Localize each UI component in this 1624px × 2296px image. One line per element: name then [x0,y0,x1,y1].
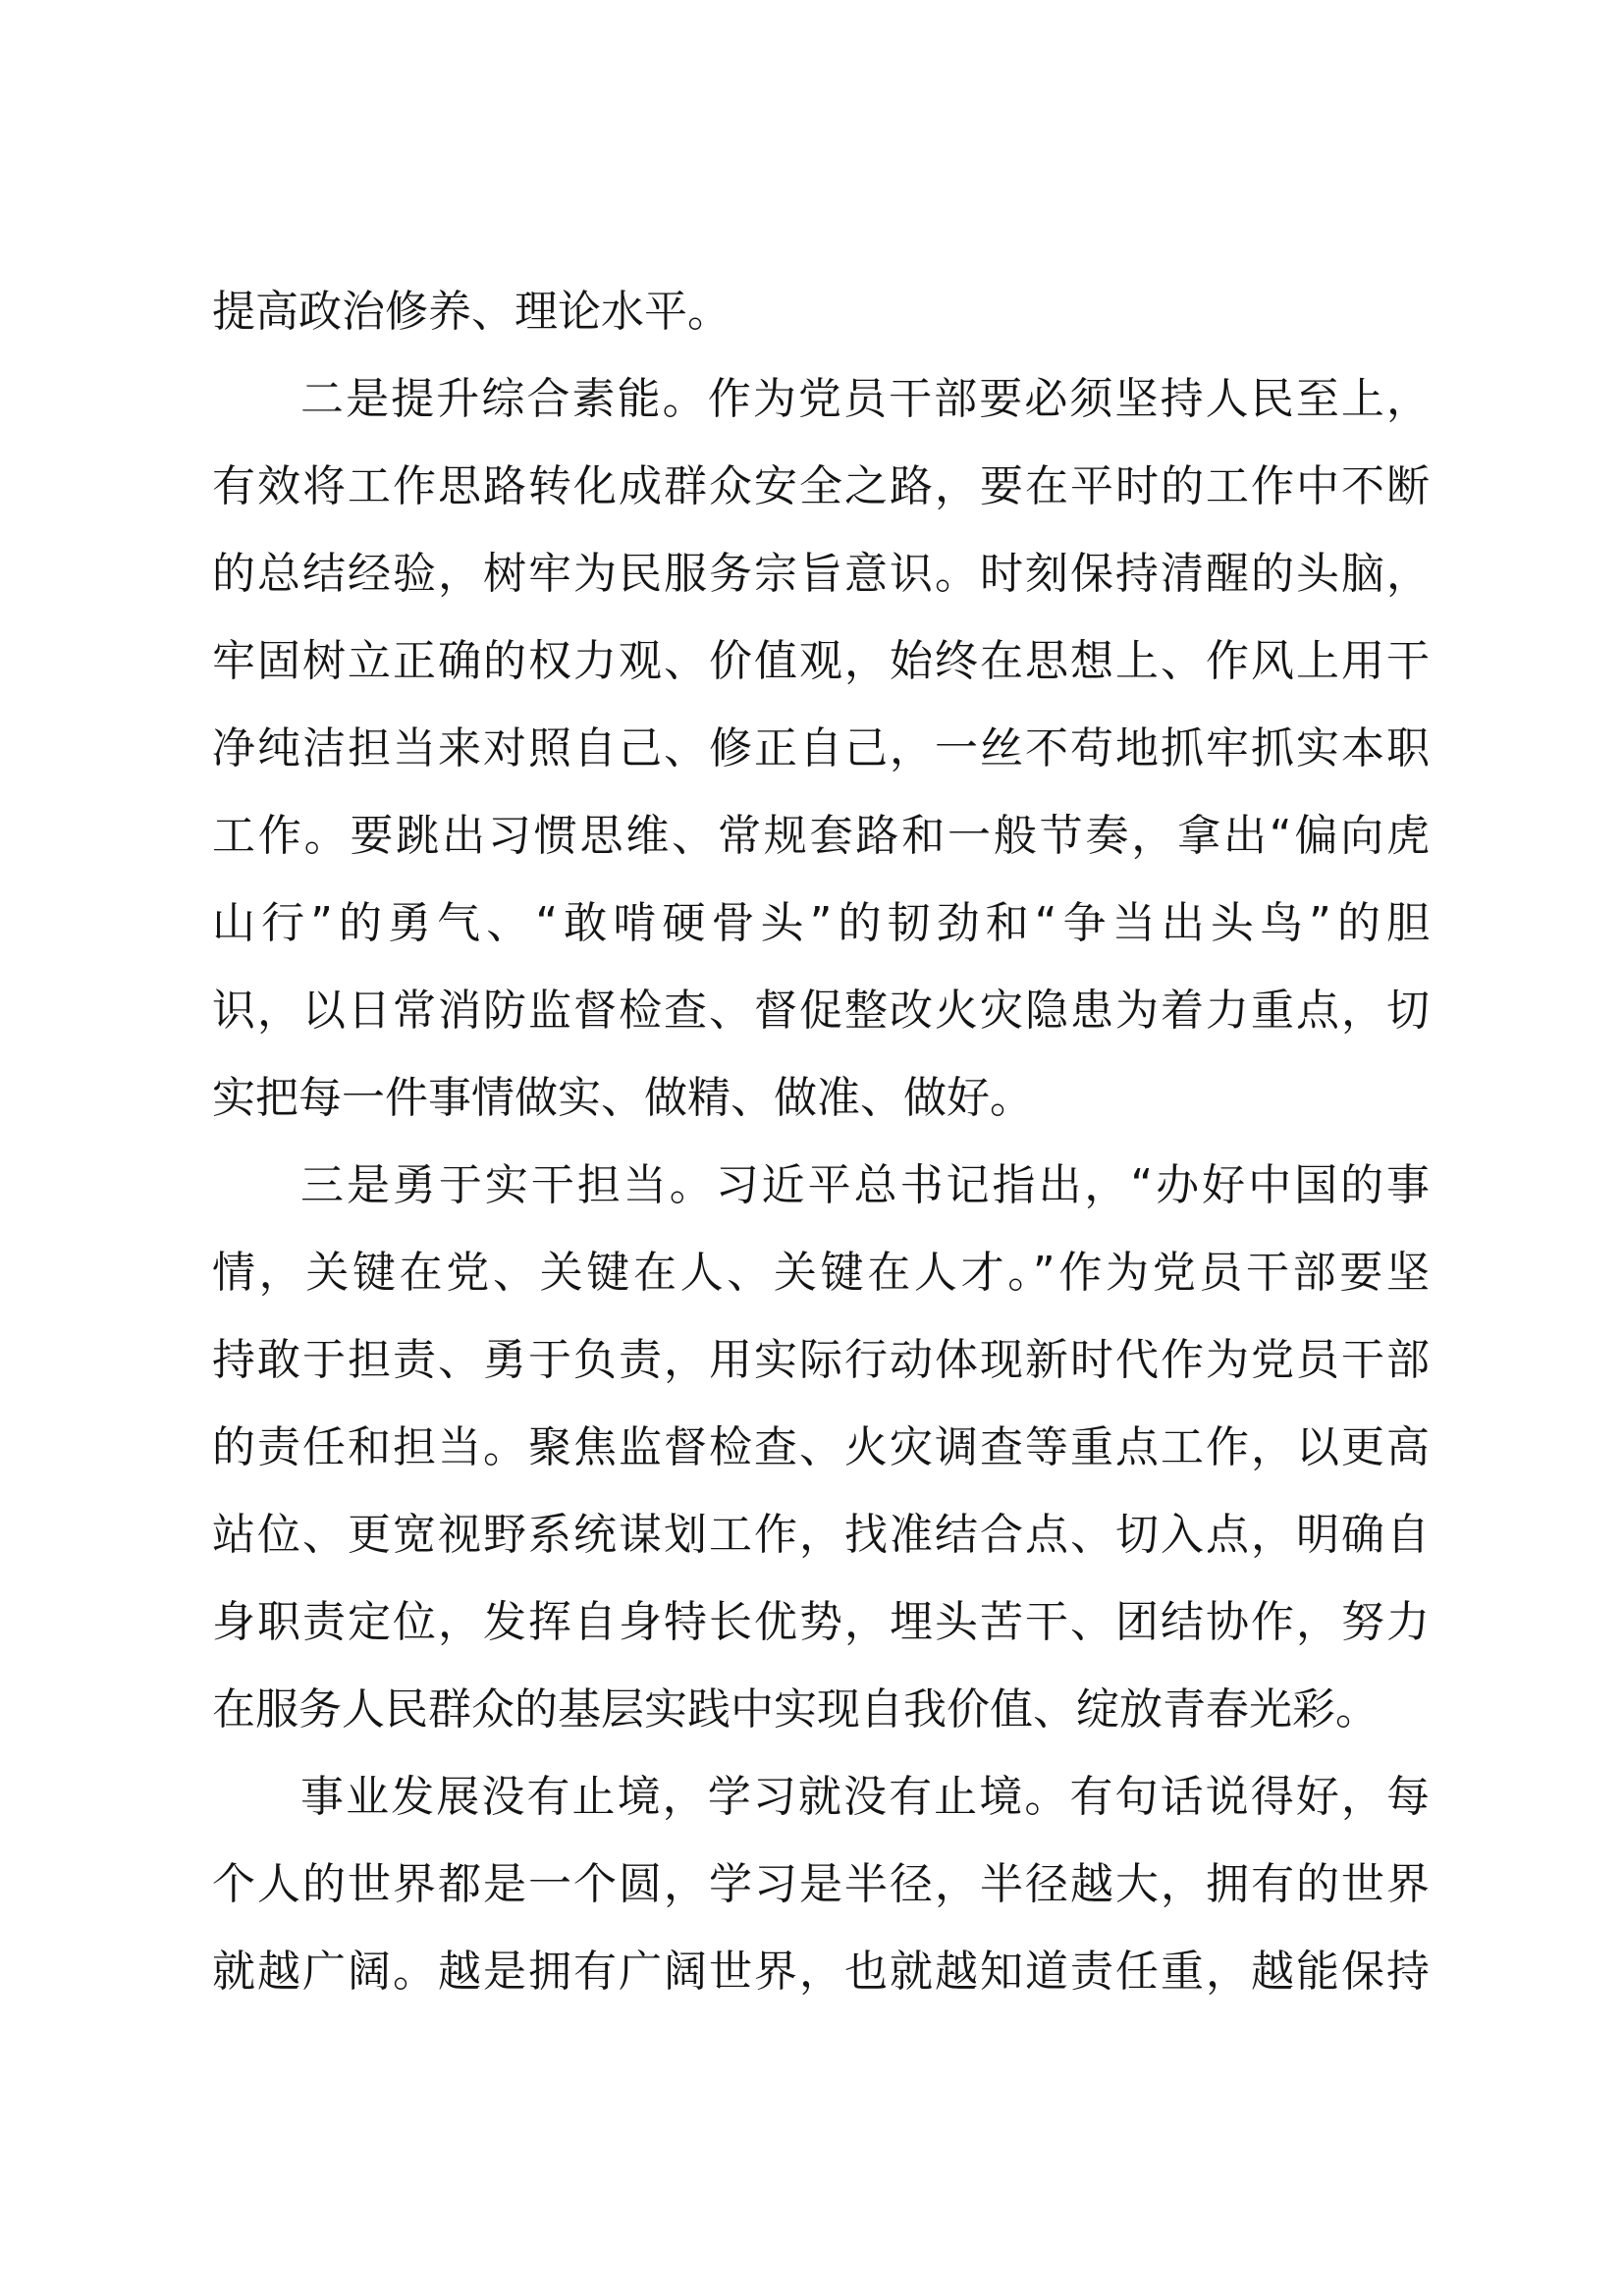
text-line: 实把每一件事情做实、做精、做准、做好。 [212,1073,1033,1123]
paragraph-continuation [212,268,1430,355]
text-line: 牢固树立正确的权力观、价值观，始终在思想上、作风上用干 [212,636,1430,686]
text-line: 情，关键在党、关键在人、关键在人才。”作为党员干部要坚 [212,1248,1430,1298]
text-line: 事业发展没有止境，学习就没有止境。有句话说得好，每 [300,1772,1430,1822]
text-line: 提高政治修养、理论水平。 [212,287,731,337]
text-line: 净纯洁担当来对照自己、修正自己，一丝不苟地抓牢抓实本职 [212,723,1430,774]
text-line: 二是提升综合素能。作为党员干部要必须坚持人民至上， [300,374,1430,424]
text-line: 就越广阔。越是拥有广阔世界，也就越知道责任重，越能保持 [212,1947,1430,1997]
paragraph-point-three [212,1142,1430,1753]
text-line: 山行”的勇气、“敢啃硬骨头”的韧劲和“争当出头鸟”的胆 [212,898,1430,948]
text-line: 个人的世界都是一个圆，学习是半径，半径越大，拥有的世界 [212,1859,1430,1909]
text-line: 三是勇于实干担当。习近平总书记指出，“办好中国的事 [300,1160,1430,1210]
text-line: 持敢于担责、勇于负责，用实际行动体现新时代作为党员干部 [212,1335,1430,1385]
paragraph-point-two [212,355,1430,1142]
text-line: 的总结经验，树牢为民服务宗旨意识。时刻保持清醒的头脑， [212,549,1430,599]
text-line: 的责任和担当。聚焦监督检查、火灾调查等重点工作，以更高 [212,1422,1430,1472]
text-line: 工作。要跳出习惯思维、常规套路和一般节奏，拿出“偏向虎 [212,811,1430,861]
text-line: 在服务人民群众的基层实践中实现自我价值、绽放青春光彩。 [212,1684,1379,1735]
text-line: 身职责定位，发挥自身特长优势，埋头苦干、团结协作，努力 [212,1597,1430,1647]
text-line: 有效将工作思路转化成群众安全之路，要在平时的工作中不断 [212,461,1430,511]
document-body [212,268,1430,2015]
paragraph-closing [212,1753,1430,2015]
text-line: 站位、更宽视野系统谋划工作，找准结合点、切入点，明确自 [212,1510,1430,1560]
text-line: 识，以日常消防监督检查、督促整改火灾隐患为着力重点，切 [212,986,1430,1036]
